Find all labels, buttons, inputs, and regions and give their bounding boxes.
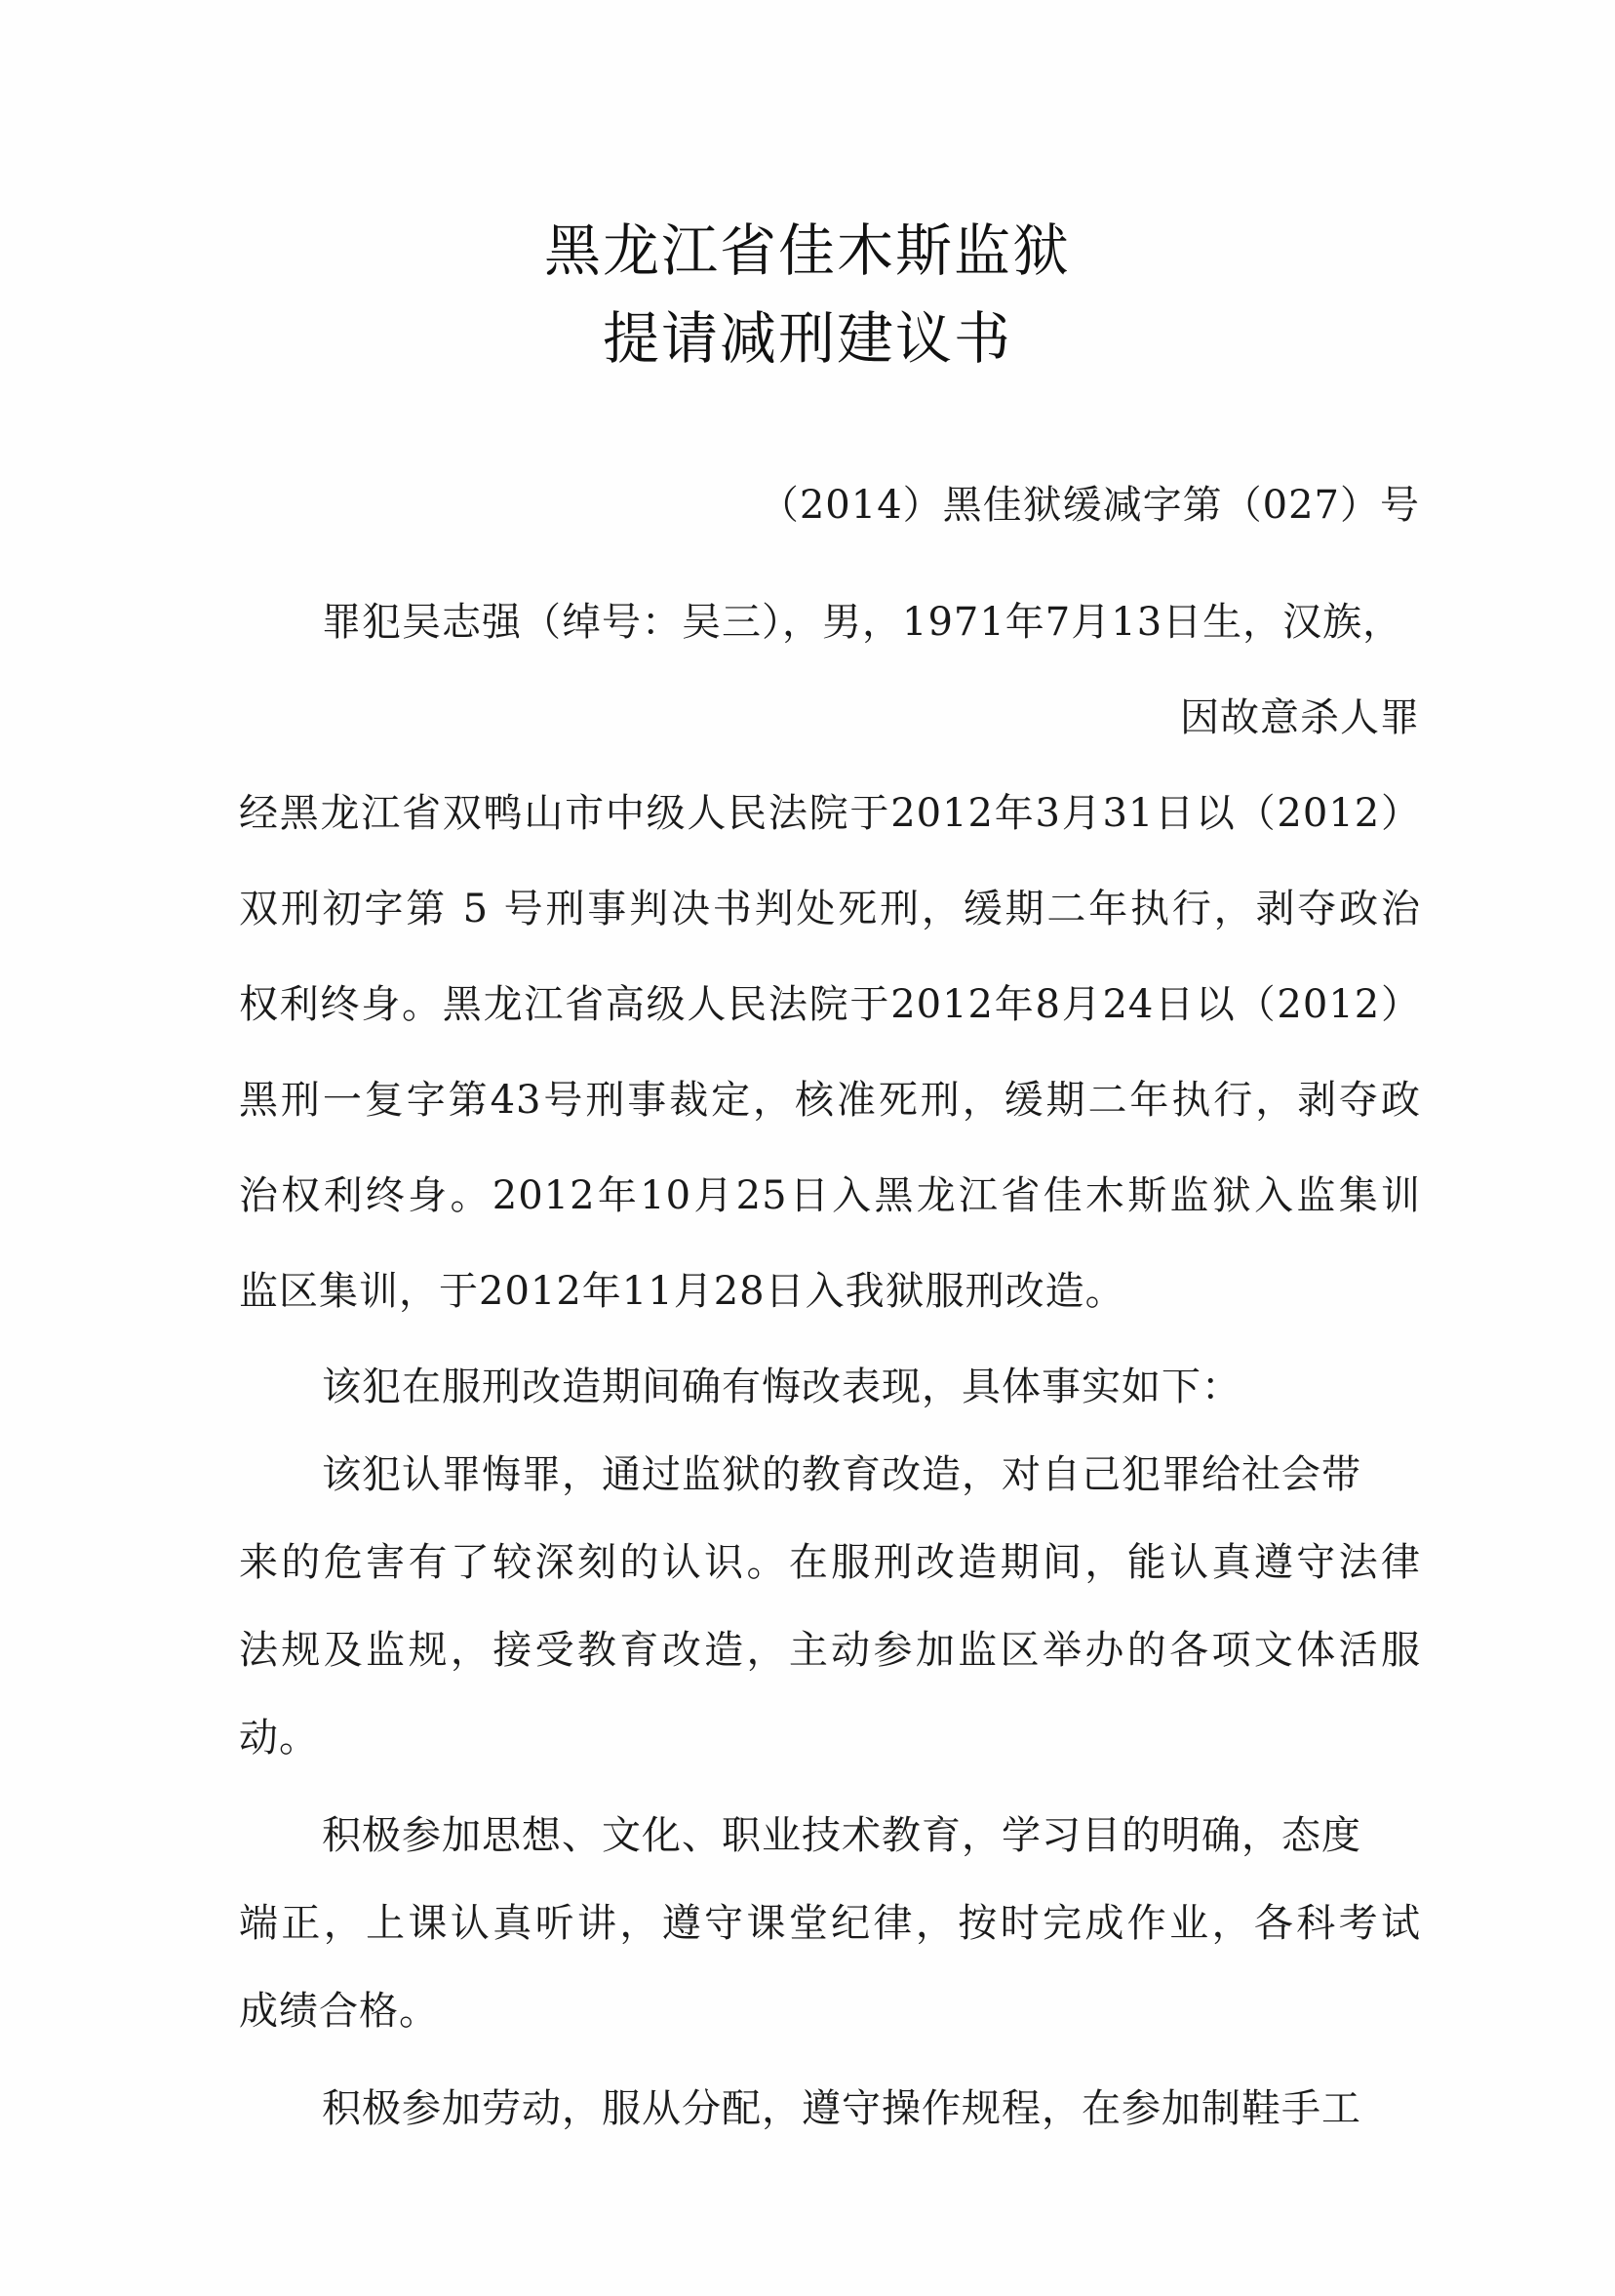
- body-line: 治权利终身。2012年10月25日入黑龙江省佳木斯监狱入监集训: [239, 1173, 1421, 1218]
- body-line: 积极参加劳动，服从分配，遵守操作规程，在参加制鞋手工: [322, 2086, 1361, 2131]
- body-line: 黑刑一复字第43号刑事裁定，核准死刑，缓期二年执行，剥夺政: [239, 1078, 1421, 1123]
- document-title-org: 黑龙江省佳木斯监狱: [543, 218, 1071, 284]
- body-line: 来的危害有了较深刻的认识。在服刑改造期间，能认真遵守法律: [239, 1540, 1421, 1585]
- body-line: 该犯认罪悔罪，通过监狱的教育改造，对自己犯罪给社会带: [322, 1452, 1361, 1497]
- body-line: 该犯在服刑改造期间确有悔改表现，具体事实如下：: [322, 1365, 1241, 1409]
- body-line: 因故意杀人罪: [1180, 695, 1420, 740]
- body-line: 双刑初字第 5 号刑事判决书判处死刑，缓期二年执行，剥夺政治: [239, 887, 1421, 931]
- body-line: 权利终身。黑龙江省高级人民法院于2012年8月24日以（2012）: [239, 982, 1421, 1027]
- body-line: 法规及监规，接受教育改造，主动参加监区举办的各项文体活服: [239, 1628, 1421, 1673]
- document-title-type: 提请减刑建议书: [602, 305, 1012, 372]
- document-number: （2014）黑佳狱缓减字第（027）号: [759, 483, 1420, 528]
- body-line: 罪犯吴志强（绰号：吴三），男，1971年7月13日生，汉族，: [322, 600, 1403, 645]
- body-line: 端正，上课认真听讲，遵守课堂纪律，按时完成作业，各科考试: [239, 1901, 1421, 1946]
- body-line: 监区集训，于2012年11月28日入我狱服刑改造。: [239, 1269, 1125, 1314]
- body-line: 成绩合格。: [239, 1989, 439, 2034]
- body-line: 积极参加思想、文化、职业技术教育，学习目的明确，态度: [322, 1813, 1361, 1858]
- body-line: 经黑龙江省双鸭山市中级人民法院于2012年3月31日以（2012）: [239, 791, 1421, 836]
- body-line: 动。: [239, 1716, 319, 1761]
